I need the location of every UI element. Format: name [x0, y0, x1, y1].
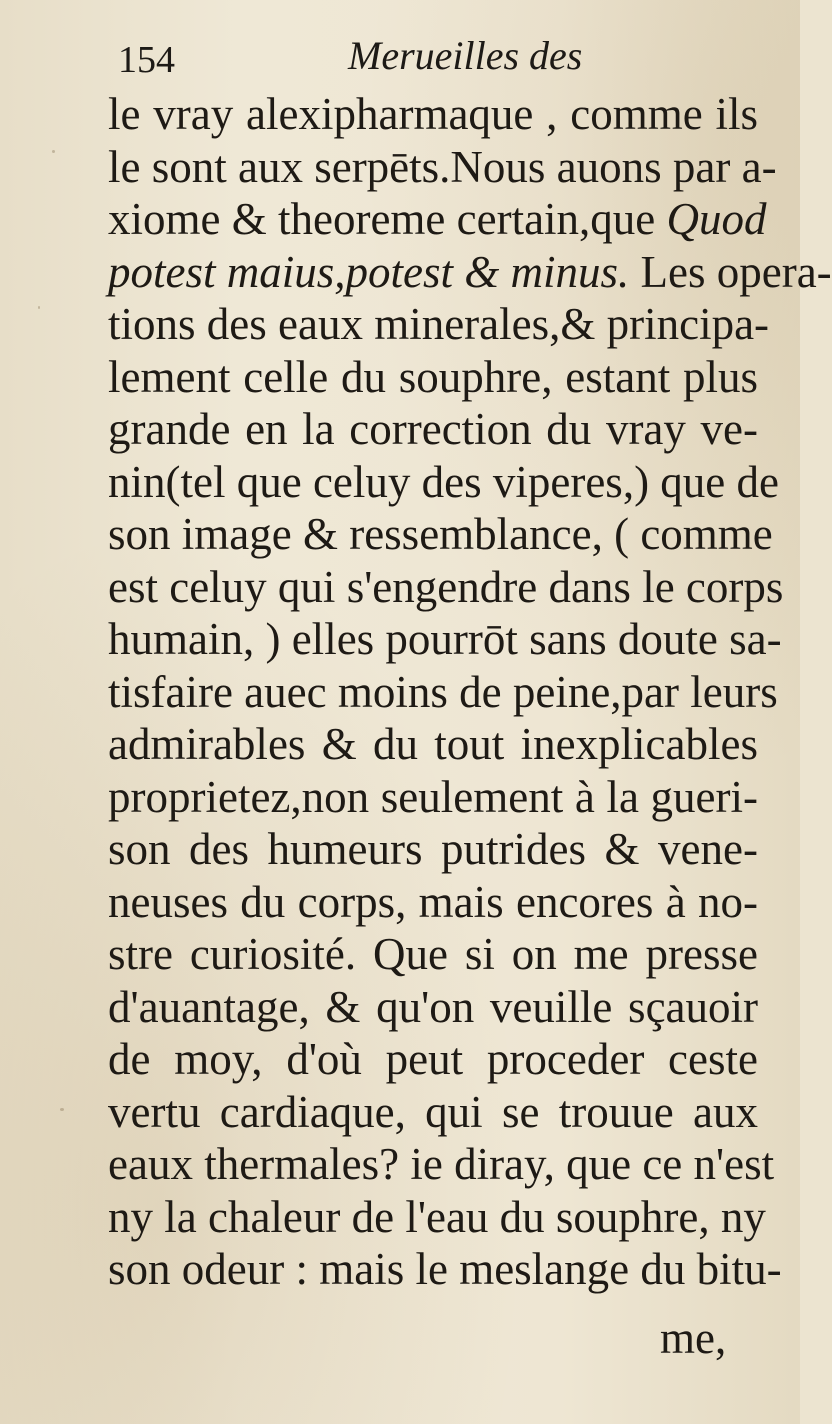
- text-line: vertu cardiaque, qui se trouue aux: [108, 1086, 758, 1137]
- text-line: nin(tel que celuy des viperes,) que de: [108, 456, 780, 507]
- text-line: le vray alexipharmaque , comme ils: [108, 89, 758, 139]
- text-line: xiome & theoreme certain,que Quod: [108, 194, 767, 244]
- text-line: est celuy qui s'engendre dans le corps: [108, 561, 784, 612]
- paper-spot: [52, 150, 55, 153]
- text-line: admirables & du tout inexplicables: [108, 719, 758, 769]
- text-line: d'auantage, & qu'on veuille sçauoir: [108, 981, 758, 1032]
- page-header: [118, 28, 738, 88]
- text-line: humain, ) elles pourrōt sans doute sa-: [108, 614, 782, 664]
- text-line: grande en la correction du vray ve-: [108, 404, 758, 454]
- page-number: 154: [118, 39, 175, 81]
- body-text: [108, 88, 832, 1296]
- text-line: proprietez,non seulement à la gueri-: [108, 771, 758, 822]
- text-line: son odeur : mais le meslange du bitu-: [108, 1244, 782, 1294]
- text-line: ny la chaleur de l'eau du souphre, ny: [108, 1191, 766, 1242]
- text-line: potest maius,potest & minus. Les opera-: [108, 246, 832, 297]
- text-line: tions des eaux minerales,& principa-: [108, 299, 770, 349]
- text-line: stre curiosité. Que si on me presse: [108, 929, 758, 979]
- latin-phrase: potest maius,potest & minus.: [108, 246, 630, 297]
- paper-spot: [60, 1108, 64, 1111]
- text-line: son des humeurs putrides & vene-: [108, 824, 758, 874]
- running-head: Merueilles des: [348, 33, 583, 78]
- text-line: le sont aux serpēts.Nous auons par a-: [108, 141, 777, 192]
- text-line: lement celle du souphre, estant plus: [108, 351, 758, 402]
- paper-spot: [38, 306, 40, 309]
- catchword: me,: [660, 1313, 727, 1363]
- text-line: tisfaire auec moins de peine,par leurs: [108, 666, 778, 717]
- text-line: son image & ressemblance, ( comme: [108, 509, 773, 559]
- text-line: de moy, d'où peut proceder ceste: [108, 1034, 758, 1084]
- latin-phrase: Quod: [666, 194, 767, 244]
- text-line: eaux thermales? ie diray, que ce n'est: [108, 1139, 775, 1189]
- text-line: neuses du corps, mais encores à no-: [108, 876, 758, 927]
